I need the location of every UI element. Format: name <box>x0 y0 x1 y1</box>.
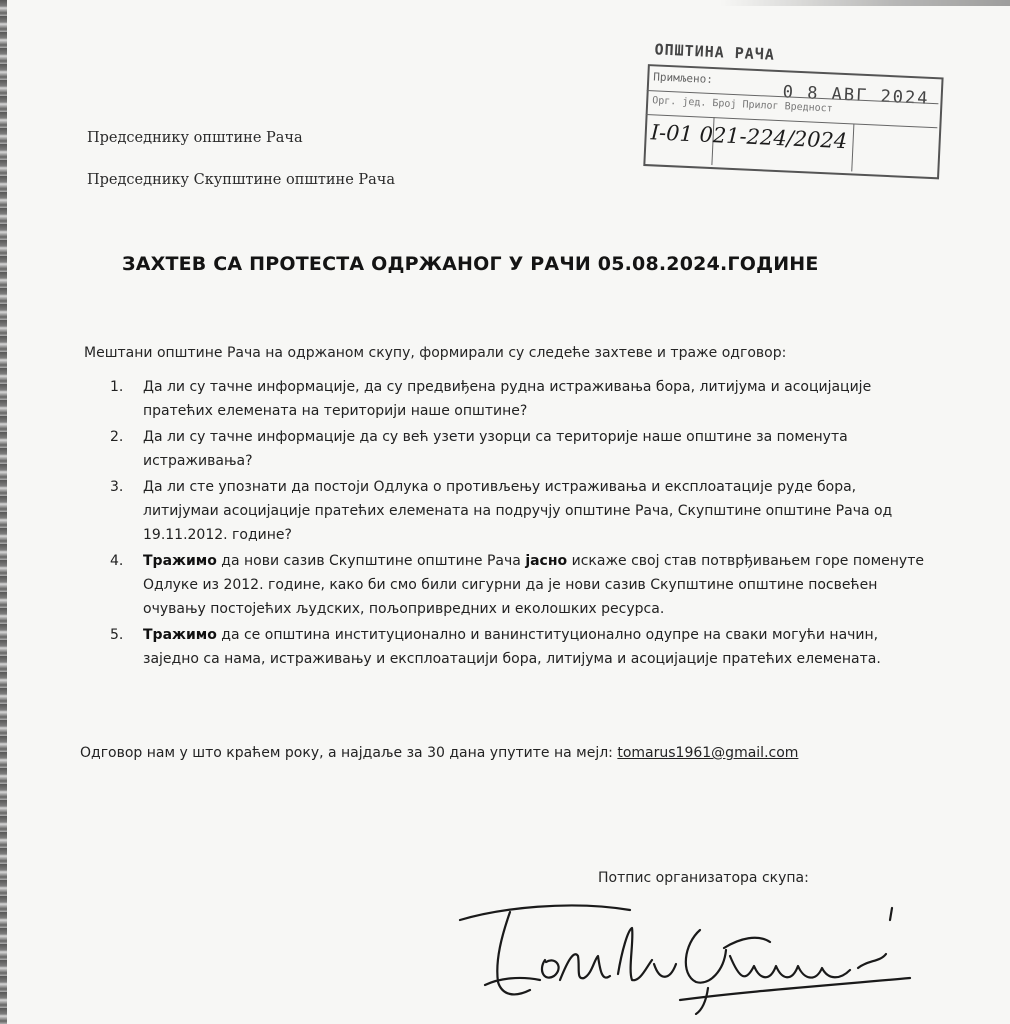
demand-text: искаже свој став потврђивањем горе поменуте Одлуке из 2012. године, како би смо били сигурни да је нови сазив Скупштине општине посвећен очувању постојећих људских, пољопривредних и еколошких ресурса. <box>143 553 924 617</box>
reply-text: Одговор нам у што краћем року, а најдаље за 30 дана упутите на мејл: <box>80 745 618 761</box>
scan-left-edge <box>0 0 7 1024</box>
stamp-title: ОПШТИНА РАЧА <box>654 40 776 64</box>
addressee-assembly-president: Председнику Скупштине општине Рача <box>87 172 396 188</box>
intro-paragraph: Мештани општине Рача на одржаном скупу, формирали су следеће захтеве и траже одговор: <box>84 345 787 361</box>
list-number: 2. <box>110 429 124 445</box>
document-title: ЗАХТЕВ СА ПРОТЕСТА ОДРЖАНОГ У РАЧИ 05.08.2024.ГОДИНЕ <box>122 253 819 275</box>
registry-stamp <box>641 40 944 179</box>
reply-email-link[interactable]: tomarus1961@gmail.com <box>617 745 799 761</box>
list-number: 3. <box>110 479 124 495</box>
demand-emphasis: јасно <box>525 553 568 569</box>
demand-text: Да ли су тачне информације да су већ узети узорци са територије наше општине за поменута истраживања? <box>143 429 848 469</box>
list-number: 5. <box>110 627 124 643</box>
signature-label: Потпис организатора скупа: <box>598 870 809 886</box>
demand-text: да се општина институционално и ванинституционално одупре на сваки могући начин, заједно са нама, истраживању и експлоатацији бора, литијума и асоцијације пратећих елемената. <box>143 627 881 667</box>
list-number: 1. <box>110 379 124 395</box>
list-number: 4. <box>110 553 124 569</box>
demands-list <box>110 375 930 673</box>
stamp-received-label: Примљено: <box>653 70 714 87</box>
scan-top-edge <box>720 0 1010 6</box>
stamp-columns-label: Орг. јед. Број Прилог Вредност <box>651 95 833 115</box>
demand-emphasis: Тражимо <box>143 627 217 643</box>
demand-text: да нови сазив Скупштине општине Рача <box>216 553 526 569</box>
list-item <box>110 375 930 423</box>
demand-text: Да ли су тачне информације, да су предвиђена рудна истраживања бора, литијума и асоцијације пратећих елемената на територији наше општине? <box>143 379 872 419</box>
stamp-registry-number: I-01 021-224/2024 <box>650 120 848 154</box>
reply-request <box>80 745 798 761</box>
stamp-date: 0 8 АВГ 2024 <box>782 82 930 109</box>
list-item <box>110 549 930 621</box>
list-item <box>110 425 930 473</box>
list-item <box>110 623 930 671</box>
list-item <box>110 475 930 547</box>
addressee-mayor: Председнику општине Рача <box>87 130 303 146</box>
handwritten-signature <box>440 890 940 1015</box>
demand-text: Да ли сте упознати да постоји Одлука о противљењу истраживања и експлоатације руде бора, литијумаи асоцијације пратећих елемената на подручју општине Рача, Скупштине општине Рача од 19.11.2012. године? <box>143 479 893 543</box>
demand-emphasis: Тражимо <box>143 553 217 569</box>
